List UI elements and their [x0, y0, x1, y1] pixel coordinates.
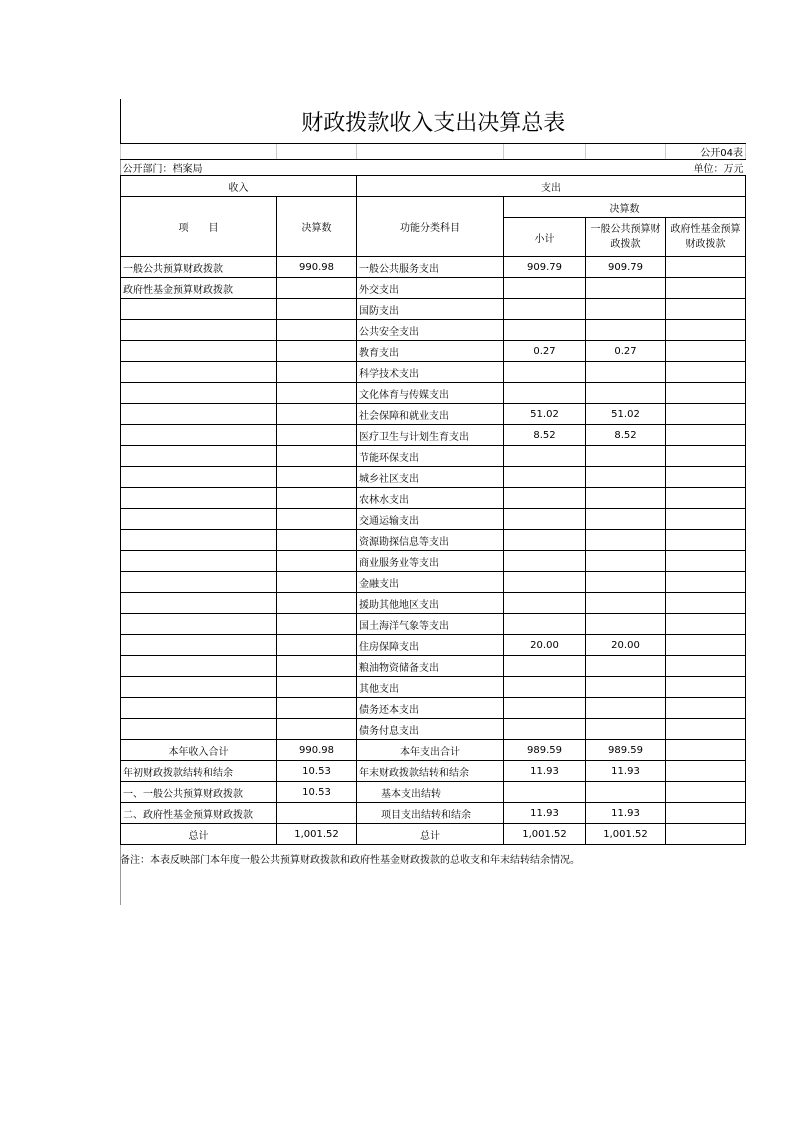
- expense-subject: 交通运输支出: [357, 509, 504, 530]
- subtotal-amount: [504, 719, 586, 740]
- subtotal-amount: [504, 551, 586, 572]
- summary-expense-item: 总计: [357, 824, 504, 845]
- unit-label: 单位：万元: [666, 160, 746, 176]
- gov-fund-amount: [666, 656, 746, 677]
- expense-subject: 金融支出: [357, 572, 504, 593]
- table-row: [121, 425, 746, 446]
- general-budget-amount: [586, 656, 666, 677]
- income-amount: [277, 299, 357, 320]
- table-row: [121, 551, 746, 572]
- general-budget-amount: [586, 572, 666, 593]
- gov-fund-amount: [666, 530, 746, 551]
- expense-subject: 医疗卫生与计划生育支出: [357, 425, 504, 446]
- general-budget-amount: 909.79: [586, 257, 666, 278]
- gov-fund-amount: [666, 446, 746, 467]
- summary-subtotal: 1,001.52: [504, 824, 586, 845]
- table-row: [121, 383, 746, 404]
- income-amount: [277, 467, 357, 488]
- expense-subject: 城乡社区支出: [357, 467, 504, 488]
- gov-fund-amount: [666, 509, 746, 530]
- income-amount: [277, 530, 357, 551]
- general-budget-amount: 51.02: [586, 404, 666, 425]
- gov-fund-amount: [666, 278, 746, 299]
- summary-row: [121, 824, 746, 845]
- summary-general-budget: 11.93: [586, 803, 666, 824]
- summary-gov-fund: [666, 761, 746, 782]
- income-item: [121, 509, 277, 530]
- income-item: [121, 320, 277, 341]
- subtotal-amount: [504, 530, 586, 551]
- expense-header: 支出: [357, 176, 746, 197]
- expense-subject: 教育支出: [357, 341, 504, 362]
- expense-subject: 节能环保支出: [357, 446, 504, 467]
- report-sheet: [120, 99, 755, 866]
- subtotal-amount: [504, 488, 586, 509]
- general-budget-amount: [586, 509, 666, 530]
- subtotal-amount: [504, 614, 586, 635]
- subtotal-amount: [504, 383, 586, 404]
- income-amount: [277, 362, 357, 383]
- expense-subject: 一般公共服务支出: [357, 257, 504, 278]
- income-amount: [277, 488, 357, 509]
- general-budget-amount: 20.00: [586, 635, 666, 656]
- blank-cell: [504, 144, 586, 160]
- gov-fund-amount: [666, 677, 746, 698]
- income-amount: [277, 677, 357, 698]
- summary-row: [121, 740, 746, 761]
- income-amount: [277, 635, 357, 656]
- table-row: [121, 593, 746, 614]
- general-budget-amount: [586, 320, 666, 341]
- general-budget-amount: [586, 530, 666, 551]
- income-item: [121, 551, 277, 572]
- summary-income-amount: 1,001.52: [277, 824, 357, 845]
- income-amount: [277, 383, 357, 404]
- income-amount: [277, 572, 357, 593]
- income-item: 政府性基金预算财政拨款: [121, 278, 277, 299]
- summary-expense-item: 项目支出结转和结余: [357, 803, 504, 824]
- income-amount: [277, 551, 357, 572]
- table-row: [121, 677, 746, 698]
- table-row: [121, 467, 746, 488]
- summary-income-item: 总计: [121, 824, 277, 845]
- summary-general-budget: 1,001.52: [586, 824, 666, 845]
- expense-subject: 公共安全支出: [357, 320, 504, 341]
- table-row: [121, 530, 746, 551]
- gov-fund-amount: [666, 551, 746, 572]
- summary-income-item: 二、政府性基金预算财政拨款: [121, 803, 277, 824]
- general-budget-header: 一般公共预算财政拨款: [586, 218, 666, 257]
- income-item: [121, 467, 277, 488]
- summary-income-amount: 10.53: [277, 761, 357, 782]
- income-item: [121, 614, 277, 635]
- table-row: [121, 404, 746, 425]
- table-row: [121, 572, 746, 593]
- summary-expense-item: 年末财政拨款结转和结余: [357, 761, 504, 782]
- subtotal-amount: [504, 467, 586, 488]
- income-amount: [277, 341, 357, 362]
- summary-gov-fund: [666, 824, 746, 845]
- expense-subject: 其他支出: [357, 677, 504, 698]
- general-budget-amount: [586, 698, 666, 719]
- expense-subject: 农林水支出: [357, 488, 504, 509]
- expense-subject: 文化体育与传媒支出: [357, 383, 504, 404]
- gov-fund-amount: [666, 425, 746, 446]
- income-item: [121, 572, 277, 593]
- summary-subtotal: 989.59: [504, 740, 586, 761]
- summary-income-item: 本年收入合计: [121, 740, 277, 761]
- income-amount: 990.98: [277, 257, 357, 278]
- summary-subtotal: 11.93: [504, 803, 586, 824]
- income-amount: [277, 698, 357, 719]
- expense-subject: 科学技术支出: [357, 362, 504, 383]
- blank-cell: [121, 144, 277, 160]
- table-row: [121, 488, 746, 509]
- subtotal-amount: 8.52: [504, 425, 586, 446]
- general-budget-amount: [586, 278, 666, 299]
- general-budget-amount: [586, 614, 666, 635]
- income-item: [121, 299, 277, 320]
- subtotal-amount: [504, 362, 586, 383]
- subtotal-amount: [504, 320, 586, 341]
- subtotal-amount: 51.02: [504, 404, 586, 425]
- subtotal-amount: [504, 446, 586, 467]
- table-row: [121, 299, 746, 320]
- table-row: [121, 362, 746, 383]
- subtotal-amount: [504, 278, 586, 299]
- general-budget-amount: [586, 677, 666, 698]
- table-row: [121, 698, 746, 719]
- table-row: [121, 320, 746, 341]
- gov-fund-amount: [666, 593, 746, 614]
- gov-fund-amount: [666, 341, 746, 362]
- summary-income-amount: 990.98: [277, 740, 357, 761]
- table-row: [121, 635, 746, 656]
- summary-row: [121, 803, 746, 824]
- income-item: [121, 488, 277, 509]
- income-amount: [277, 320, 357, 341]
- gov-fund-amount: [666, 719, 746, 740]
- general-budget-amount: [586, 446, 666, 467]
- expense-subject: 援助其他地区支出: [357, 593, 504, 614]
- expense-subject: 国防支出: [357, 299, 504, 320]
- gov-fund-amount: [666, 299, 746, 320]
- summary-general-budget: [586, 782, 666, 803]
- income-item: [121, 635, 277, 656]
- blank-cell: [586, 144, 666, 160]
- summary-row: [121, 782, 746, 803]
- expense-subject: 债务付息支出: [357, 719, 504, 740]
- income-amount: [277, 278, 357, 299]
- income-amount: [277, 614, 357, 635]
- summary-income-amount: [277, 803, 357, 824]
- general-budget-amount: [586, 593, 666, 614]
- gov-fund-amount: [666, 362, 746, 383]
- table-row: [121, 656, 746, 677]
- subtotal-amount: [504, 698, 586, 719]
- gov-fund-amount: [666, 404, 746, 425]
- income-amount: [277, 446, 357, 467]
- subtotal-amount: [504, 572, 586, 593]
- gov-fund-amount: [666, 488, 746, 509]
- income-item: 一般公共预算财政拨款: [121, 257, 277, 278]
- general-budget-amount: [586, 467, 666, 488]
- income-amount: [277, 425, 357, 446]
- table-row: [121, 719, 746, 740]
- gov-fund-amount: [666, 614, 746, 635]
- income-item: [121, 404, 277, 425]
- summary-subtotal: 11.93: [504, 761, 586, 782]
- income-header: 收入: [121, 176, 357, 197]
- subtotal-header: 小计: [504, 218, 586, 257]
- summary-expense-item: 基本支出结转: [357, 782, 504, 803]
- income-item: [121, 719, 277, 740]
- expense-subject: 国土海洋气象等支出: [357, 614, 504, 635]
- subtotal-amount: [504, 677, 586, 698]
- general-budget-amount: [586, 362, 666, 383]
- subtotal-amount: 0.27: [504, 341, 586, 362]
- general-budget-amount: [586, 551, 666, 572]
- income-item: [121, 593, 277, 614]
- table-note: 备注：本表反映部门本年度一般公共预算财政拨款和政府性基金财政拨款的总收支和年末结转结余情况。: [120, 855, 580, 866]
- department-label: 公开部门：档案局: [121, 160, 504, 176]
- subtotal-amount: [504, 656, 586, 677]
- summary-general-budget: 989.59: [586, 740, 666, 761]
- general-budget-amount: 0.27: [586, 341, 666, 362]
- summary-income-item: 一、一般公共预算财政拨款: [121, 782, 277, 803]
- expense-subject: 粮油物资储备支出: [357, 656, 504, 677]
- income-item: [121, 362, 277, 383]
- income-amount: [277, 719, 357, 740]
- income-item: [121, 446, 277, 467]
- gov-fund-amount: [666, 698, 746, 719]
- gov-fund-amount: [666, 320, 746, 341]
- summary-income-item: 年初财政拨款结转和结余: [121, 761, 277, 782]
- blank-cell: [277, 144, 357, 160]
- summary-gov-fund: [666, 782, 746, 803]
- income-amount: [277, 404, 357, 425]
- general-budget-amount: [586, 383, 666, 404]
- income-item: [121, 383, 277, 404]
- gov-fund-amount: [666, 572, 746, 593]
- summary-general-budget: 11.93: [586, 761, 666, 782]
- table-row: [121, 509, 746, 530]
- budget-amount-header: 决算数: [277, 197, 357, 257]
- general-budget-amount: 8.52: [586, 425, 666, 446]
- general-budget-amount: [586, 719, 666, 740]
- table-row: [121, 278, 746, 299]
- summary-gov-fund: [666, 803, 746, 824]
- general-budget-amount: [586, 299, 666, 320]
- summary-gov-fund: [666, 740, 746, 761]
- page-title: 财政拨款收入支出决算总表: [121, 99, 746, 144]
- expense-subject: 债务还本支出: [357, 698, 504, 719]
- expense-subject: 商业服务业等支出: [357, 551, 504, 572]
- subtotal-amount: 909.79: [504, 257, 586, 278]
- table-row: [121, 446, 746, 467]
- form-code: 公开04表: [666, 144, 746, 160]
- subtotal-amount: [504, 299, 586, 320]
- summary-expense-item: 本年支出合计: [357, 740, 504, 761]
- expense-subject: 社会保障和就业支出: [357, 404, 504, 425]
- gov-fund-amount: [666, 467, 746, 488]
- income-item: [121, 341, 277, 362]
- blank-cell: [357, 144, 504, 160]
- expense-subject: 外交支出: [357, 278, 504, 299]
- gov-fund-header: 政府性基金预算财政拨款: [666, 218, 746, 257]
- subtotal-amount: 20.00: [504, 635, 586, 656]
- income-item: [121, 656, 277, 677]
- expense-subject: 资源勘探信息等支出: [357, 530, 504, 551]
- function-subject-header: 功能分类科目: [357, 197, 504, 257]
- summary-subtotal: [504, 782, 586, 803]
- income-item: [121, 677, 277, 698]
- table-row: [121, 257, 746, 278]
- summary-income-amount: 10.53: [277, 782, 357, 803]
- income-amount: [277, 656, 357, 677]
- summary-row: [121, 761, 746, 782]
- gov-fund-amount: [666, 383, 746, 404]
- gov-fund-amount: [666, 257, 746, 278]
- expense-subject: 住房保障支出: [357, 635, 504, 656]
- subtotal-amount: [504, 509, 586, 530]
- final-amount-header: 决算数: [504, 197, 746, 218]
- income-amount: [277, 509, 357, 530]
- table-row: [121, 614, 746, 635]
- general-budget-amount: [586, 488, 666, 509]
- income-item: [121, 698, 277, 719]
- table-row: [121, 341, 746, 362]
- subtotal-amount: [504, 593, 586, 614]
- summary-table: [120, 99, 746, 845]
- income-item: [121, 425, 277, 446]
- gov-fund-amount: [666, 635, 746, 656]
- income-amount: [277, 593, 357, 614]
- item-header: 项 目: [121, 197, 277, 257]
- income-item: [121, 530, 277, 551]
